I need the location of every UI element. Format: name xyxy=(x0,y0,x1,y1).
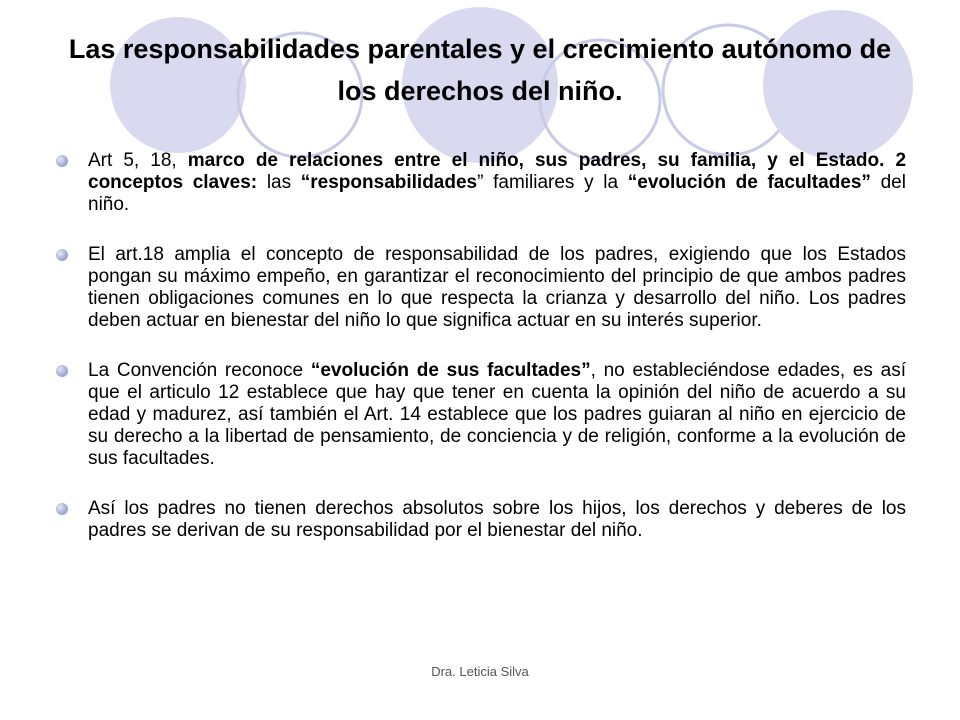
text-segment: Art 5, 18, xyxy=(88,150,188,171)
bold-text-segment: “evolución de sus facultades” xyxy=(310,360,591,381)
bullet-dot-icon xyxy=(56,249,68,261)
bullet-text xyxy=(88,244,906,331)
text-segment: Así los padres no tienen derechos absolutos sobre los hijos, los derechos y deberes de los padres se derivan de su responsabilidad por el bienestar del niño. xyxy=(88,498,906,541)
text-segment: del niño. xyxy=(88,172,906,215)
bullet-text xyxy=(88,360,906,469)
bold-text-segment: “evolución de facultades” xyxy=(627,172,871,193)
text-segment: ” familiares y la xyxy=(477,172,628,193)
bold-text-segment: “responsabilidades xyxy=(300,172,478,193)
bullet-item xyxy=(56,244,906,332)
text-segment: El art.18 amplia el concepto de responsabilidad de los padres, exigiendo que los Estados pongan su máximo empeño, en garantizar el reconocimiento del principio de que ambos padres tienen obligaciones comunes en lo que respecta la crianza y desarrollo del niño. Los padres deben actuar en bienestar del niño lo que significa actuar en su interés superior. xyxy=(88,244,906,331)
bullet-dot-icon xyxy=(56,503,68,515)
bullet-text xyxy=(88,150,906,215)
bullet-dot-icon xyxy=(56,155,68,167)
footer-author: Dra. Leticia Silva xyxy=(431,664,529,679)
bullet-item xyxy=(56,150,906,216)
bold-text-segment: marco de relaciones entre el niño, sus padres, su familia, y el Estado. 2 conceptos claves: xyxy=(88,150,907,193)
bullet-list xyxy=(56,150,906,570)
text-segment: La Convención reconoce xyxy=(88,360,311,381)
bullet-text xyxy=(88,498,906,541)
bullet-item xyxy=(56,360,906,470)
text-segment: las xyxy=(257,172,301,193)
bullet-dot-icon xyxy=(56,365,68,377)
text-segment: , no estableciéndose edades, es así que el articulo 12 establece que hay que tener en cuenta la opinión del niño de acuerdo a su edad y madurez, así también el Art. 14 establece que los padres guiaran al niño en ejercicio de su derecho a la libertad de pensamiento, de conciencia y de religión, conforme a la evolución de sus facultades. xyxy=(88,360,906,469)
slide-title: Las responsabilidades parentales y el crecimiento autónomo de los derechos del niño. xyxy=(68,34,892,106)
bullet-item xyxy=(56,498,906,542)
